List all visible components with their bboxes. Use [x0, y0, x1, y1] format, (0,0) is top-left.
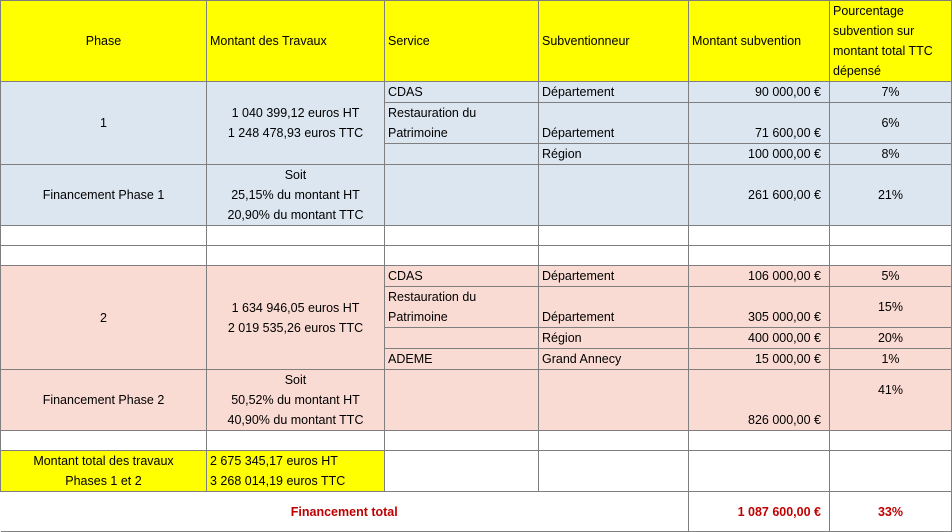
- empty-row: [1, 246, 952, 266]
- financement-total-montant: 1 087 600,00 €: [689, 492, 830, 532]
- empty-cell: [539, 451, 689, 492]
- service-line: Patrimoine: [388, 126, 448, 140]
- table-row: [1, 451, 952, 492]
- total-label-line: Phases 1 et 2: [65, 474, 142, 488]
- header-montant-travaux: Montant des Travaux: [207, 1, 385, 82]
- phase2-label: 2: [1, 266, 207, 370]
- financement-total-pct: 33%: [830, 492, 952, 532]
- table-row: [1, 370, 952, 431]
- phase1-service: [385, 144, 539, 165]
- phase1-label: 1: [1, 82, 207, 165]
- financement-phase2-pct: 41%: [830, 370, 952, 431]
- phase2-pct: 1%: [830, 349, 952, 370]
- phase2-subventionneur: Région: [539, 328, 689, 349]
- financement-phase2-label: Financement Phase 2: [1, 370, 207, 431]
- phase1-pct: 8%: [830, 144, 952, 165]
- header-montant-subvention: Montant subvention: [689, 1, 830, 82]
- total-montant-ht: 2 675 345,17 euros HT: [210, 454, 338, 468]
- phase2-montant-subvention: 400 000,00 €: [689, 328, 830, 349]
- header-pct-line: Pourcentage: [833, 4, 904, 18]
- phase1-subventionneur: Région: [539, 144, 689, 165]
- financement-phase1-detail: [207, 165, 385, 226]
- financement-total-label: Financement total: [1, 492, 689, 532]
- soit-text: Soit: [284, 373, 307, 387]
- phase2-subventionneur: Département: [539, 266, 689, 287]
- phase2-service: [385, 328, 539, 349]
- phase2-service-restauration: [385, 287, 539, 328]
- phase1-montant-subvention: 71 600,00 €: [689, 103, 830, 144]
- phase1-montant-ht: 1 040 399,12 euros HT: [231, 106, 360, 120]
- table-row: [1, 82, 952, 103]
- header-service: Service: [385, 1, 539, 82]
- phase1-pct: 7%: [830, 82, 952, 103]
- service-line: Restauration du: [388, 106, 477, 120]
- phase1-montant-ttc: 1 248 478,93 euros TTC: [227, 126, 364, 140]
- header-subventionneur: Subventionneur: [539, 1, 689, 82]
- empty-cell: [830, 451, 952, 492]
- empty-cell: [385, 370, 539, 431]
- phase2-subventionneur: Département: [539, 287, 689, 328]
- empty-cell: [689, 451, 830, 492]
- soit-text: Soit: [284, 168, 307, 182]
- financement-phase2-detail: [207, 370, 385, 431]
- empty-row: [1, 226, 952, 246]
- service-line: Restauration du: [388, 290, 477, 304]
- service-line: Patrimoine: [388, 310, 448, 324]
- phase2-pct: 15%: [830, 287, 952, 328]
- empty-cell: [539, 370, 689, 431]
- phase2-montant-ht: 1 634 946,05 euros HT: [231, 300, 360, 315]
- empty-cell: [385, 165, 539, 226]
- phase2-montant-ttc: 2 019 535,26 euros TTC: [227, 320, 364, 335]
- phase2-service: CDAS: [385, 266, 539, 287]
- financement-phase1-montant: 261 600,00 €: [689, 165, 830, 226]
- table-row: [1, 165, 952, 226]
- financement-phase1-pct: 21%: [830, 165, 952, 226]
- total-montant-ttc: 3 268 014,19 euros TTC: [210, 474, 346, 488]
- phase2-pct: 5%: [830, 266, 952, 287]
- phase2-montant: [207, 266, 385, 370]
- phase1-montant-subvention: 90 000,00 €: [689, 82, 830, 103]
- phase2-subventionneur: Grand Annecy: [539, 349, 689, 370]
- phase2-service: ADEME: [385, 349, 539, 370]
- phase1-service-restauration: [385, 103, 539, 144]
- empty-cell: [539, 165, 689, 226]
- phase2-montant-subvention: 106 000,00 €: [689, 266, 830, 287]
- total-label-line: Montant total des travaux: [33, 454, 174, 468]
- header-pct-line: dépensé: [833, 64, 881, 78]
- total-montant: [207, 451, 385, 492]
- pct-ht-text: 50,52% du montant HT: [231, 393, 360, 407]
- pct-ttc-text: 20,90% du montant TTC: [227, 208, 364, 222]
- table-row: [1, 492, 952, 532]
- phase1-montant: [207, 82, 385, 165]
- header-phase: Phase: [1, 1, 207, 82]
- phase2-montant-subvention: 305 000,00 €: [689, 287, 830, 328]
- total-label: [1, 451, 207, 492]
- empty-row: [1, 431, 952, 451]
- table-row: [1, 266, 952, 287]
- phase1-service: CDAS: [385, 82, 539, 103]
- header-pct-line: subvention sur: [833, 24, 915, 38]
- phase1-subventionneur: Département: [539, 82, 689, 103]
- header-row: [1, 1, 952, 82]
- phase1-pct: 6%: [830, 103, 952, 144]
- pct-ttc-text: 40,90% du montant TTC: [227, 413, 364, 427]
- financement-phase1-label: Financement Phase 1: [1, 165, 207, 226]
- phase2-montant-subvention: 15 000,00 €: [689, 349, 830, 370]
- header-pourcentage: [830, 1, 952, 82]
- financement-phase2-montant: 826 000,00 €: [689, 370, 830, 431]
- header-pct-line: montant total TTC: [833, 44, 933, 58]
- phase1-montant-subvention: 100 000,00 €: [689, 144, 830, 165]
- phase1-subventionneur: Département: [539, 103, 689, 144]
- phase2-pct: 20%: [830, 328, 952, 349]
- empty-cell: [385, 451, 539, 492]
- pct-ht-text: 25,15% du montant HT: [231, 188, 360, 202]
